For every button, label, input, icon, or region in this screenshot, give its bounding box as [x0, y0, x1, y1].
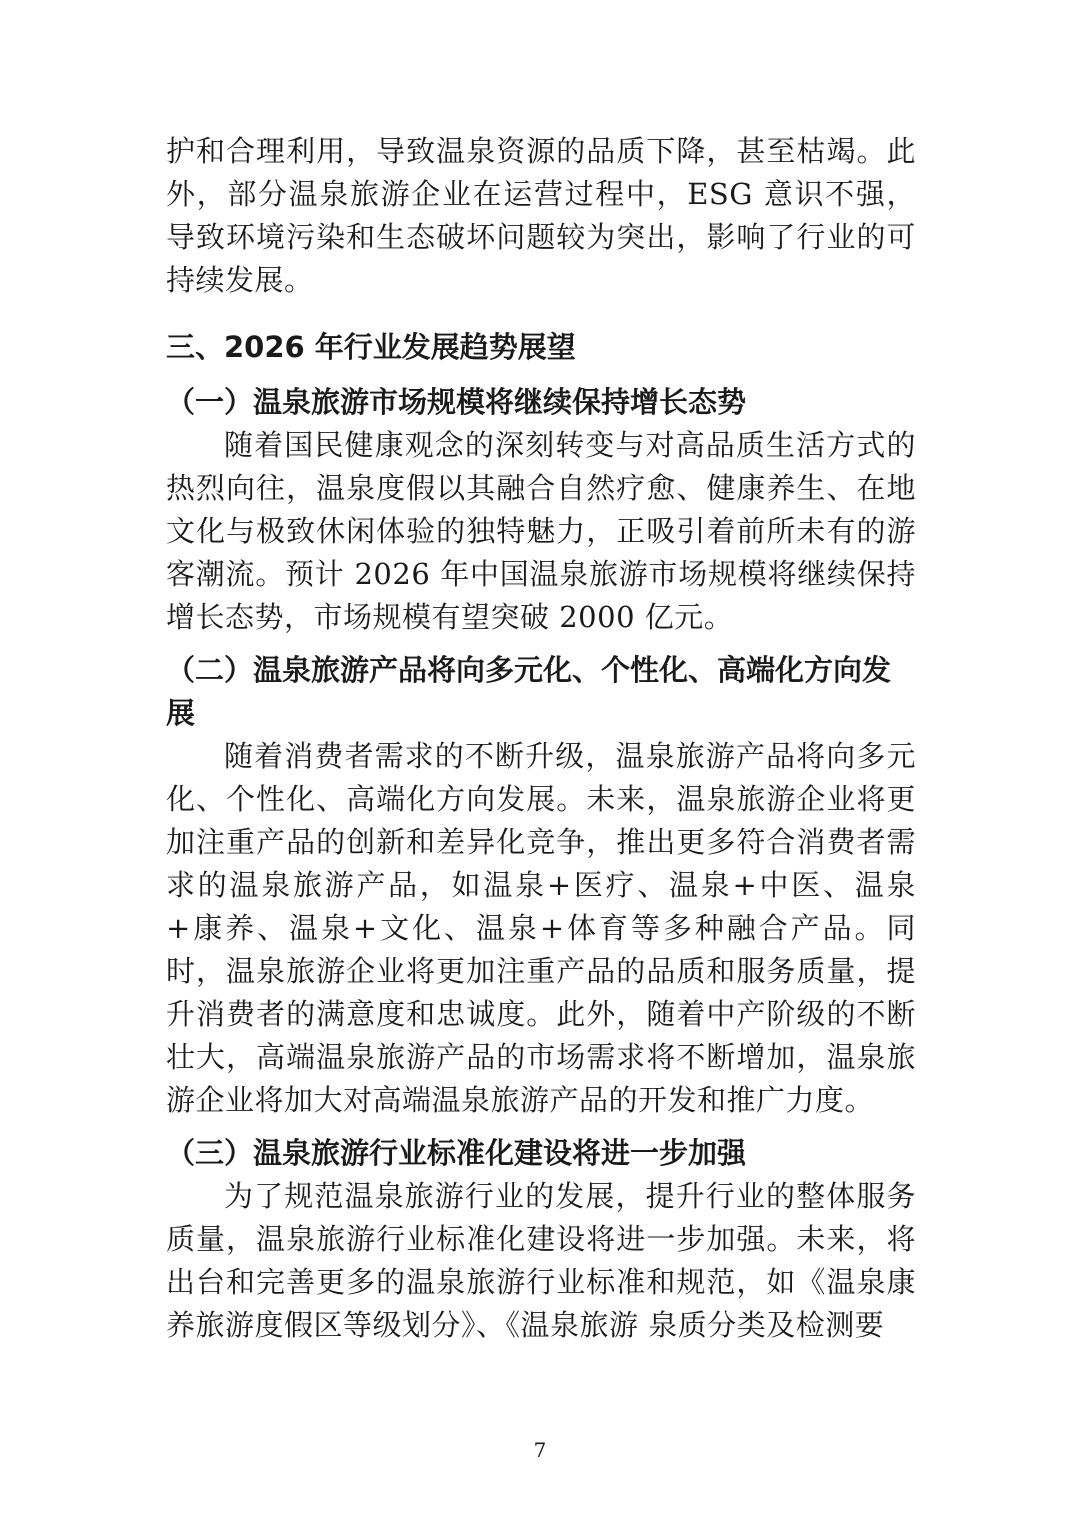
paragraph-product-trends: 随着消费者需求的不断升级，温泉旅游产品将向多元化、个性化、高端化方向发展。未来，温泉旅游企业将更加注重产品的创新和差异化竞争，推出更多符合消费者需求的温泉旅游产品，如温泉+医疗、温泉+中医、温泉+康养、温泉+文化、温泉+体育等多种融合产品。同时，温泉旅游企业将更加注重产品的品质和服务质量，提升消费者的满意度和忠诚度。此外，随着中产阶级的不断壮大，高端温泉旅游产品的市场需求将不断增加，温泉旅游企业将加大对高端温泉旅游产品的开发和推广力度。 — [166, 739, 916, 1117]
subsection-heading-1: （一）温泉旅游市场规模将继续保持增长态势 — [166, 385, 747, 419]
paragraph-standardization: 为了规范温泉旅游行业的发展，提升行业的整体服务质量，温泉旅游行业标准化建设将进一步加强。未来，将出台和完善更多的温泉旅游行业标准和规范，如《温泉康养旅游度假区等级划分》、《温泉旅游 泉质分类及检测要 — [166, 1179, 916, 1342]
section-heading: 三、2026 年行业发展趋势展望 — [166, 330, 576, 364]
subsection-heading-2: （二）温泉旅游产品将向多元化、个性化、高端化方向发展 — [166, 653, 892, 730]
paragraph-market-size: 随着国民健康观念的深刻转变与对高品质生活方式的热烈向往，温泉度假以其融合自然疗愈、健康养生、在地文化与极致休闲体验的独特魅力，正吸引着前所未有的游客潮流。预计 2026 年中国温泉旅游市场规模将继续保持增长态势，市场规模有望突破 2000 亿元。 — [166, 428, 916, 634]
document-body — [166, 130, 916, 1347]
paragraph-intro: 护和合理利用，导致温泉资源的品质下降，甚至枯竭。此外，部分温泉旅游企业在运营过程中，ESG 意识不强，导致环境污染和生态破坏问题较为突出，影响了行业的可持续发展。 — [166, 134, 916, 297]
subsection-heading-3: （三）温泉旅游行业标准化建设将进一步加强 — [166, 1136, 747, 1170]
page-number: 7 — [533, 1438, 547, 1462]
